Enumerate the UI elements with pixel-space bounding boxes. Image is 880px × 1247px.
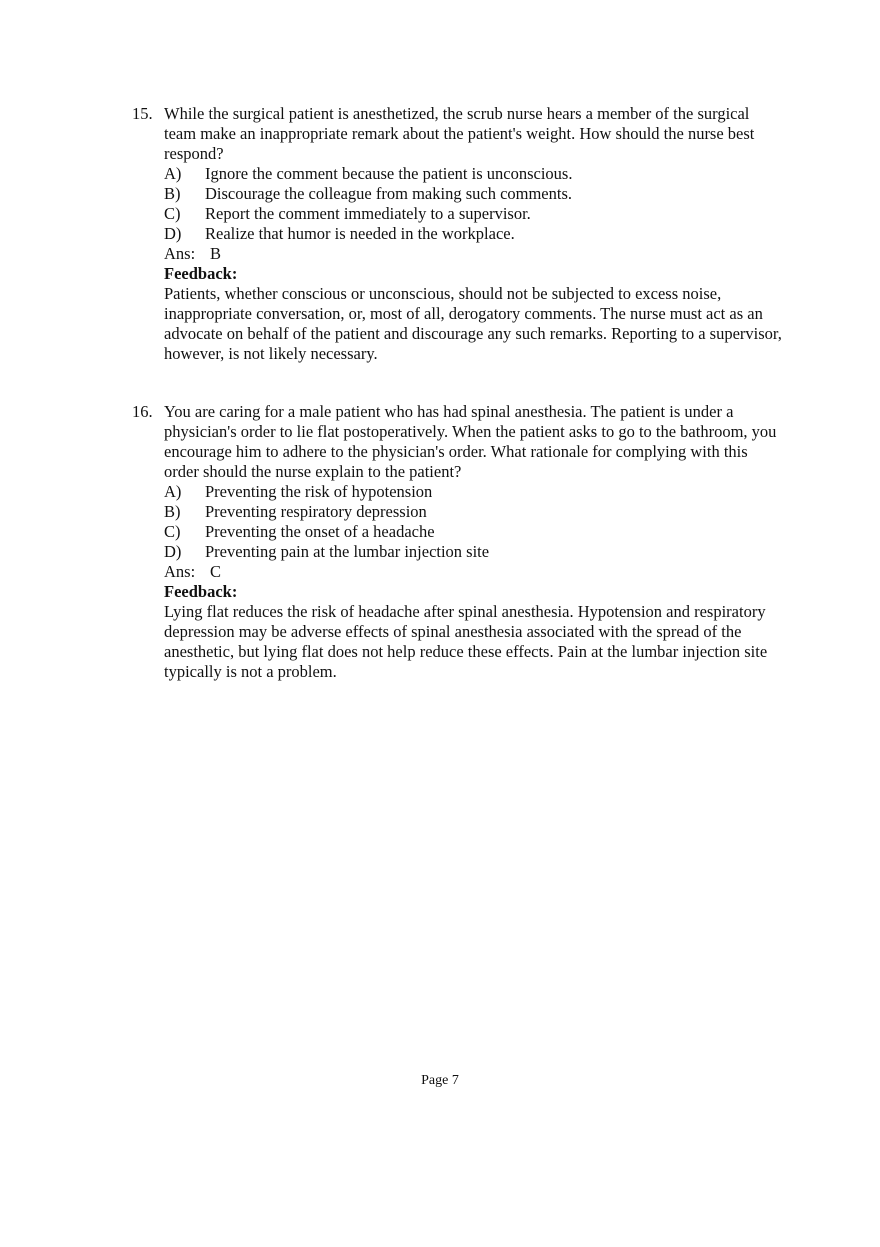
question-stem: While the surgical patient is anesthetized, the scrub nurse hears a member of the surgical team make an inappropriate remark about the patient's weight. How should the nurse best respond? bbox=[164, 104, 755, 163]
question-body bbox=[164, 104, 782, 364]
option-letter: A) bbox=[164, 482, 182, 501]
answer-row bbox=[164, 244, 782, 264]
option-d bbox=[164, 542, 782, 562]
option-text: Realize that humor is needed in the workplace. bbox=[205, 224, 515, 243]
option-a bbox=[164, 164, 782, 184]
answer-options bbox=[164, 482, 782, 562]
option-a bbox=[164, 482, 782, 502]
option-letter: D) bbox=[164, 542, 182, 561]
option-text: Preventing respiratory depression bbox=[205, 502, 427, 521]
feedback-text: Patients, whether conscious or unconscious, should not be subjected to excess noise, inappropriate conversation, or, most of all, derogatory comments. The nurse must act as an advocate on behalf of the patient and discourage any such remarks. Reporting to a supervisor, however, is not likely necessary. bbox=[164, 284, 782, 363]
answer-value: B bbox=[210, 244, 222, 263]
option-text: Preventing pain at the lumbar injection site bbox=[205, 542, 490, 561]
question-stem: You are caring for a male patient who has had spinal anesthesia. The patient is under a physician's order to lie flat postoperatively. When the patient asks to go to the bathroom, you encourage him to adhere to the physician's order. What rationale for complying with this order should the nurse explain to the patient? bbox=[164, 402, 777, 481]
option-text: Discourage the colleague from making such comments. bbox=[205, 184, 573, 203]
option-letter: C) bbox=[164, 204, 181, 223]
option-b bbox=[164, 502, 782, 522]
option-letter: C) bbox=[164, 522, 181, 541]
option-c bbox=[164, 522, 782, 542]
option-c bbox=[164, 204, 782, 224]
option-letter: B) bbox=[164, 502, 181, 521]
option-b bbox=[164, 184, 782, 204]
feedback-heading: Feedback: bbox=[164, 264, 238, 283]
feedback-heading: Feedback: bbox=[164, 582, 238, 601]
question-number: 15. bbox=[132, 104, 153, 123]
option-text: Preventing the risk of hypotension bbox=[205, 482, 433, 501]
answer-value: C bbox=[210, 562, 222, 581]
answer-label: Ans: bbox=[164, 562, 196, 581]
answer-options bbox=[164, 164, 782, 244]
question-body bbox=[164, 402, 782, 682]
question-16 bbox=[132, 402, 782, 682]
option-letter: B) bbox=[164, 184, 181, 203]
option-text: Preventing the onset of a headache bbox=[205, 522, 435, 541]
page-number: Page 7 bbox=[421, 1073, 459, 1088]
answer-label: Ans: bbox=[164, 244, 196, 263]
question-number: 16. bbox=[132, 402, 153, 421]
option-letter: A) bbox=[164, 164, 182, 183]
feedback-text: Lying flat reduces the risk of headache after spinal anesthesia. Hypotension and respiratory depression may be adverse effects of spinal anesthesia associated with the spread of the anesthetic, but lying flat does not help reduce these effects. Pain at the lumbar injection site typically is not a problem. bbox=[164, 602, 768, 681]
question-15 bbox=[132, 104, 782, 364]
option-text: Ignore the comment because the patient is unconscious. bbox=[205, 164, 573, 183]
answer-row bbox=[164, 562, 782, 582]
option-text: Report the comment immediately to a supervisor. bbox=[205, 204, 531, 223]
option-d bbox=[164, 224, 782, 244]
option-letter: D) bbox=[164, 224, 182, 243]
